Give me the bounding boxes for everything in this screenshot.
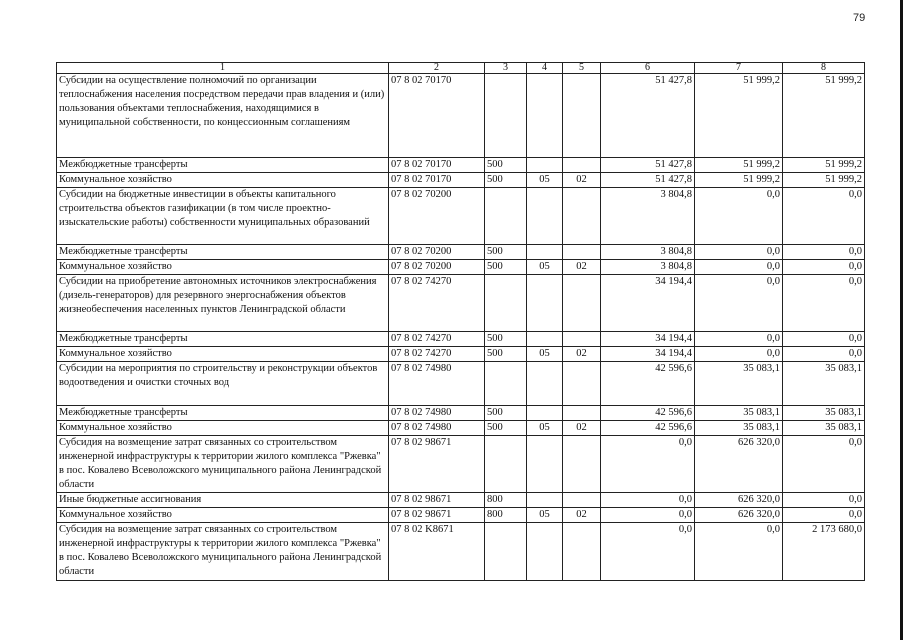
amount-year3-cell: 0,0 [783, 436, 865, 493]
section-cell [527, 275, 563, 332]
expense-type-cell: 500 [485, 245, 527, 260]
table-row [57, 436, 865, 493]
row-name-cell: Субсидии на осуществление полномочий по организации теплоснабжения населения посредством передачи прав владения и (или) пользования объектами теплоснабжения, находящимися в муниципальной собственности, по концессионным соглашениям [57, 74, 389, 158]
header-cell: 6 [601, 63, 695, 74]
target-code-cell: 07 8 02 70200 [389, 188, 485, 245]
table-row [57, 260, 865, 275]
subsection-cell: 02 [563, 260, 601, 275]
table-row [57, 173, 865, 188]
expense-type-cell: 500 [485, 347, 527, 362]
budget-table [56, 62, 865, 581]
expense-type-cell [485, 188, 527, 245]
expense-type-cell [485, 74, 527, 158]
row-name-cell: Межбюджетные трансферты [57, 158, 389, 173]
section-cell: 05 [527, 421, 563, 436]
target-code-cell: 07 8 02 98671 [389, 508, 485, 523]
amount-year2-cell: 626 320,0 [695, 436, 783, 493]
amount-year1-cell: 0,0 [601, 508, 695, 523]
table-row [57, 406, 865, 421]
target-code-cell: 07 8 02 74270 [389, 347, 485, 362]
target-code-cell: 07 8 02 74980 [389, 421, 485, 436]
subsection-cell: 02 [563, 347, 601, 362]
expense-type-cell: 500 [485, 406, 527, 421]
amount-year1-cell: 42 596,6 [601, 421, 695, 436]
amount-year3-cell: 2 173 680,0 [783, 523, 865, 581]
target-code-cell: 07 8 02 74980 [389, 406, 485, 421]
target-code-cell: 07 8 02 70170 [389, 158, 485, 173]
target-code-cell: 07 8 02 74270 [389, 332, 485, 347]
row-name-cell: Коммунальное хозяйство [57, 347, 389, 362]
amount-year3-cell: 0,0 [783, 260, 865, 275]
amount-year1-cell: 0,0 [601, 493, 695, 508]
amount-year3-cell: 0,0 [783, 347, 865, 362]
amount-year2-cell: 626 320,0 [695, 508, 783, 523]
table-row [57, 523, 865, 581]
subsection-cell [563, 74, 601, 158]
page-edge-line [900, 0, 903, 640]
amount-year1-cell: 51 427,8 [601, 74, 695, 158]
amount-year2-cell: 0,0 [695, 347, 783, 362]
amount-year1-cell: 34 194,4 [601, 347, 695, 362]
row-name-cell: Коммунальное хозяйство [57, 173, 389, 188]
subsection-cell [563, 406, 601, 421]
expense-type-cell: 500 [485, 421, 527, 436]
amount-year1-cell: 0,0 [601, 523, 695, 581]
budget-table-body [57, 63, 865, 581]
target-code-cell: 07 8 02 70200 [389, 245, 485, 260]
table-row [57, 158, 865, 173]
table-row [57, 188, 865, 245]
section-cell [527, 493, 563, 508]
amount-year1-cell: 3 804,8 [601, 260, 695, 275]
subsection-cell [563, 523, 601, 581]
subsection-cell: 02 [563, 173, 601, 188]
subsection-cell [563, 332, 601, 347]
expense-type-cell [485, 436, 527, 493]
target-code-cell: 07 8 02 70170 [389, 173, 485, 188]
section-cell [527, 188, 563, 245]
target-code-cell: 07 8 02 74270 [389, 275, 485, 332]
amount-year3-cell: 0,0 [783, 188, 865, 245]
table-row [57, 347, 865, 362]
table-row [57, 508, 865, 523]
row-name-cell: Субсидия на возмещение затрат связанных со строительством инженерной инфраструктуры к территории жилого комплекса "Ржевка" в пос. Ковалево Всеволожского муниципального района Ленинградской области [57, 523, 389, 581]
amount-year1-cell: 42 596,6 [601, 406, 695, 421]
amount-year2-cell: 0,0 [695, 523, 783, 581]
subsection-cell [563, 436, 601, 493]
row-name-cell: Межбюджетные трансферты [57, 406, 389, 421]
expense-type-cell [485, 362, 527, 406]
expense-type-cell: 500 [485, 260, 527, 275]
target-code-cell: 07 8 02 70170 [389, 74, 485, 158]
section-cell [527, 74, 563, 158]
section-cell: 05 [527, 260, 563, 275]
amount-year2-cell: 0,0 [695, 260, 783, 275]
table-row [57, 275, 865, 332]
header-cell: 3 [485, 63, 527, 74]
amount-year1-cell: 34 194,4 [601, 275, 695, 332]
amount-year3-cell: 0,0 [783, 332, 865, 347]
column-number-row [57, 63, 865, 74]
amount-year2-cell: 51 999,2 [695, 74, 783, 158]
row-name-cell: Субсидии на бюджетные инвестиции в объекты капитального строительства объектов газификации (в том числе проектно-изыскательские работы) собственности муниципальных образований [57, 188, 389, 245]
row-name-cell: Субсидии на приобретение автономных источников электроснабжения (дизель-генераторов) для резервного энергоснабжения объектов жизнеобеспечения населенных пунктов Ленинградской области [57, 275, 389, 332]
amount-year3-cell: 51 999,2 [783, 74, 865, 158]
table-row [57, 493, 865, 508]
amount-year3-cell: 35 083,1 [783, 362, 865, 406]
subsection-cell [563, 245, 601, 260]
table-row [57, 362, 865, 406]
amount-year2-cell: 35 083,1 [695, 421, 783, 436]
target-code-cell: 07 8 02 K8671 [389, 523, 485, 581]
section-cell [527, 362, 563, 406]
table-row [57, 74, 865, 158]
expense-type-cell [485, 275, 527, 332]
target-code-cell: 07 8 02 70200 [389, 260, 485, 275]
target-code-cell: 07 8 02 98671 [389, 493, 485, 508]
row-name-cell: Коммунальное хозяйство [57, 260, 389, 275]
header-cell: 4 [527, 63, 563, 74]
row-name-cell: Иные бюджетные ассигнования [57, 493, 389, 508]
row-name-cell: Межбюджетные трансферты [57, 245, 389, 260]
table-row [57, 332, 865, 347]
amount-year2-cell: 35 083,1 [695, 362, 783, 406]
section-cell [527, 523, 563, 581]
expense-type-cell: 800 [485, 493, 527, 508]
amount-year3-cell: 51 999,2 [783, 158, 865, 173]
amount-year2-cell: 35 083,1 [695, 406, 783, 421]
amount-year2-cell: 0,0 [695, 188, 783, 245]
subsection-cell [563, 362, 601, 406]
amount-year3-cell: 0,0 [783, 275, 865, 332]
amount-year1-cell: 51 427,8 [601, 173, 695, 188]
amount-year2-cell: 626 320,0 [695, 493, 783, 508]
amount-year2-cell: 51 999,2 [695, 158, 783, 173]
amount-year3-cell: 35 083,1 [783, 406, 865, 421]
expense-type-cell [485, 523, 527, 581]
section-cell: 05 [527, 173, 563, 188]
section-cell: 05 [527, 347, 563, 362]
row-name-cell: Субсидия на возмещение затрат связанных со строительством инженерной инфраструктуры к территории жилого комплекса "Ржевка" в пос. Ковалево Всеволожского муниципального района Ленинградской области [57, 436, 389, 493]
amount-year3-cell: 51 999,2 [783, 173, 865, 188]
amount-year1-cell: 51 427,8 [601, 158, 695, 173]
amount-year1-cell: 0,0 [601, 436, 695, 493]
subsection-cell [563, 275, 601, 332]
row-name-cell: Коммунальное хозяйство [57, 421, 389, 436]
amount-year2-cell: 0,0 [695, 245, 783, 260]
header-cell: 1 [57, 63, 389, 74]
subsection-cell: 02 [563, 421, 601, 436]
section-cell [527, 436, 563, 493]
row-name-cell: Коммунальное хозяйство [57, 508, 389, 523]
section-cell: 05 [527, 508, 563, 523]
subsection-cell [563, 188, 601, 245]
amount-year3-cell: 0,0 [783, 245, 865, 260]
row-name-cell: Межбюджетные трансферты [57, 332, 389, 347]
table-row [57, 421, 865, 436]
header-cell: 8 [783, 63, 865, 74]
section-cell [527, 245, 563, 260]
amount-year2-cell: 0,0 [695, 275, 783, 332]
amount-year1-cell: 3 804,8 [601, 188, 695, 245]
amount-year1-cell: 34 194,4 [601, 332, 695, 347]
expense-type-cell: 500 [485, 173, 527, 188]
subsection-cell [563, 158, 601, 173]
section-cell [527, 406, 563, 421]
amount-year3-cell: 0,0 [783, 493, 865, 508]
header-cell: 7 [695, 63, 783, 74]
page-number: 79 [853, 12, 866, 24]
expense-type-cell: 500 [485, 332, 527, 347]
header-cell: 5 [563, 63, 601, 74]
section-cell [527, 332, 563, 347]
header-cell: 2 [389, 63, 485, 74]
target-code-cell: 07 8 02 98671 [389, 436, 485, 493]
amount-year2-cell: 51 999,2 [695, 173, 783, 188]
amount-year1-cell: 42 596,6 [601, 362, 695, 406]
table-row [57, 245, 865, 260]
subsection-cell: 02 [563, 508, 601, 523]
section-cell [527, 158, 563, 173]
expense-type-cell: 500 [485, 158, 527, 173]
target-code-cell: 07 8 02 74980 [389, 362, 485, 406]
amount-year3-cell: 35 083,1 [783, 421, 865, 436]
expense-type-cell: 800 [485, 508, 527, 523]
amount-year1-cell: 3 804,8 [601, 245, 695, 260]
row-name-cell: Субсидии на мероприятия по строительству и реконструкции объектов водоотведения и очистки сточных вод [57, 362, 389, 406]
amount-year2-cell: 0,0 [695, 332, 783, 347]
amount-year3-cell: 0,0 [783, 508, 865, 523]
subsection-cell [563, 493, 601, 508]
